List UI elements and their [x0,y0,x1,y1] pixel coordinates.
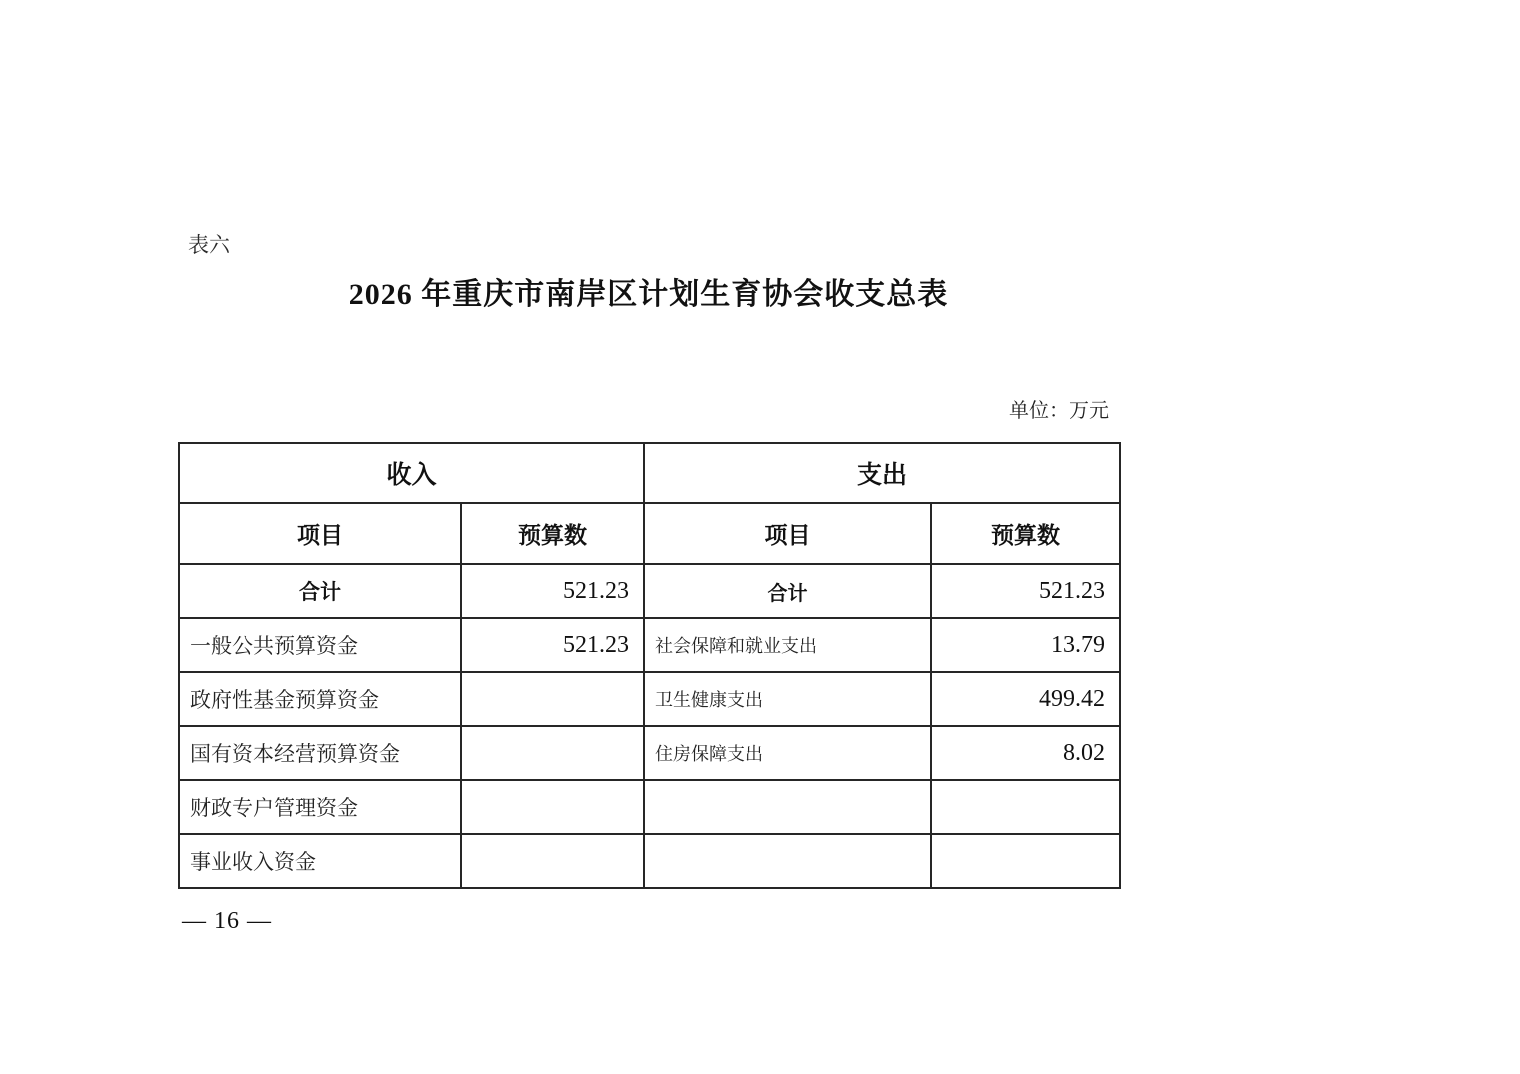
expense-budget-cell: 13.79 [931,618,1120,672]
expenditure-group-header: 支出 [644,443,1120,503]
expense-budget-cell: 499.42 [931,672,1120,726]
income-budget-cell [461,726,644,780]
income-item-cell: 一般公共预算资金 [179,618,461,672]
unit-label: 单位：万元 [1009,400,1109,422]
table-row-total [179,564,1120,618]
page-number: — 16 — [182,908,272,934]
income-item-cell: 国有资本经营预算资金 [179,726,461,780]
expense-budget-header: 预算数 [931,503,1120,564]
income-group-header: 收入 [179,443,644,503]
income-item-cell: 政府性基金预算资金 [179,672,461,726]
income-item-cell: 事业收入资金 [179,834,461,888]
table-row [179,726,1120,780]
expense-item-cell: 社会保障和就业支出 [644,618,931,672]
expense-budget-cell: 8.02 [931,726,1120,780]
expense-item-cell: 合计 [644,564,931,618]
income-item-cell: 合计 [179,564,461,618]
expense-item-cell: 住房保障支出 [644,726,931,780]
document-title: 2026 年重庆市南岸区计划生育协会收支总表 [348,278,949,311]
budget-summary-table [178,442,1121,889]
income-budget-cell: 521.23 [461,618,644,672]
income-budget-cell [461,834,644,888]
income-item-cell: 财政专户管理资金 [179,780,461,834]
expense-item-cell [644,780,931,834]
income-item-header: 项目 [179,503,461,564]
income-budget-cell: 521.23 [461,564,644,618]
group-header-row [179,443,1120,503]
expense-item-header: 项目 [644,503,931,564]
income-budget-cell [461,672,644,726]
table-row [179,618,1120,672]
table-number-label: 表六 [188,233,230,257]
expense-budget-cell [931,834,1120,888]
expense-budget-cell: 521.23 [931,564,1120,618]
table-row [179,672,1120,726]
table-row [179,834,1120,888]
expense-budget-cell [931,780,1120,834]
income-budget-header: 预算数 [461,503,644,564]
income-budget-cell [461,780,644,834]
column-header-row [179,503,1120,564]
table-row [179,780,1120,834]
expense-item-cell [644,834,931,888]
expense-item-cell: 卫生健康支出 [644,672,931,726]
